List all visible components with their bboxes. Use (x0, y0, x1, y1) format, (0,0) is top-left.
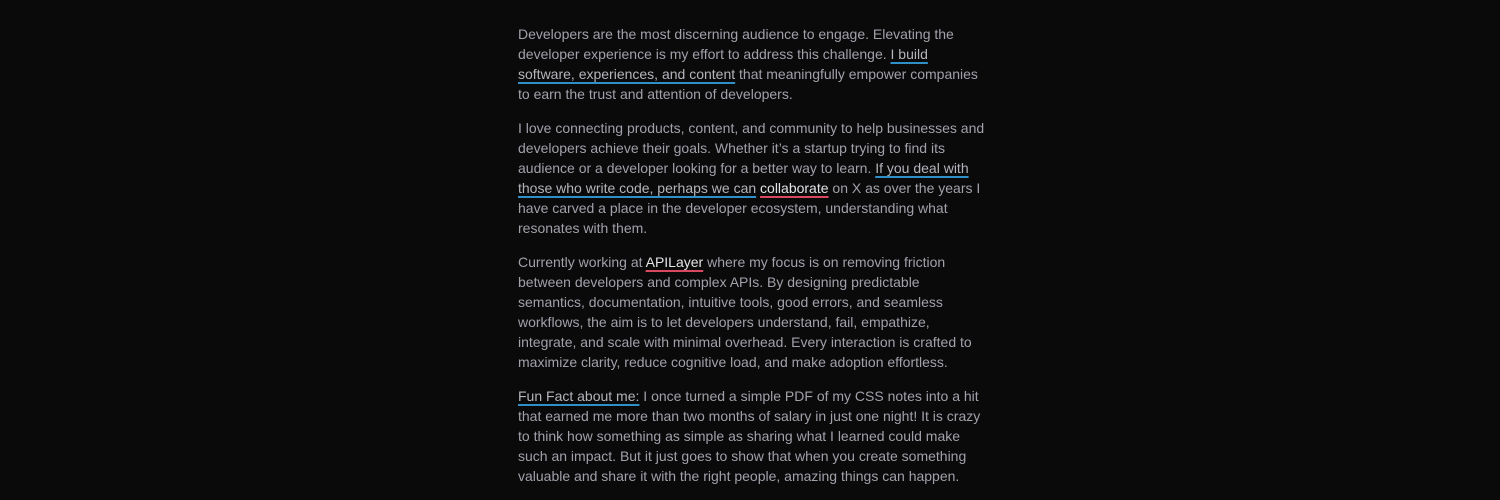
collaborate-link[interactable]: collaborate (760, 180, 829, 196)
paragraph-text: on X as over the years I have carved a place in the developer ecosystem, understanding what resonates with them. (518, 180, 981, 236)
paragraph-text: I once turned a simple PDF of my CSS notes into a hit that earned me more than two months of salary in just one night! It is crazy to think how something as simple as sharing what I learned could make such an impact. But it just goes to show that when you create something valuable and share it with the right people, amazing things can happen. (518, 388, 981, 484)
about-paragraph-4 (518, 386, 988, 486)
highlight-fun-fact: Fun Fact about me: (518, 388, 640, 404)
paragraph-text: that meaningfully empower companies to earn the trust and attention of developers. (518, 66, 978, 102)
paragraph-text: where my focus is on removing friction between developers and complex APIs. By designing predictable semantics, documentation, intuitive tools, good errors, and seamless workflows, the aim is to let developers understand, fail, empathize, integrate, and scale with minimal overhead. Every interaction is crafted to maximize clarity, reduce cognitive load, and make adoption effortless. (518, 254, 972, 370)
about-paragraph-3 (518, 252, 988, 372)
about-section (518, 24, 988, 500)
about-paragraph-1 (518, 24, 988, 104)
highlight-build-software: I build software, experiences, and content (518, 46, 928, 82)
about-paragraph-2 (518, 118, 988, 238)
highlight-collaborate-intro: If you deal with those who write code, perhaps we can (518, 160, 969, 196)
paragraph-text: Currently working at (518, 254, 646, 270)
paragraph-text: Developers are the most discerning audience to engage. Elevating the developer experience is my effort to address this challenge. (518, 26, 954, 62)
paragraph-text: I love connecting products, content, and community to help businesses and developers achieve their goals. Whether it’s a startup trying to find its audience or a developer looking for a better way to learn. (518, 120, 985, 176)
apilayer-link[interactable]: APILayer (645, 254, 704, 270)
